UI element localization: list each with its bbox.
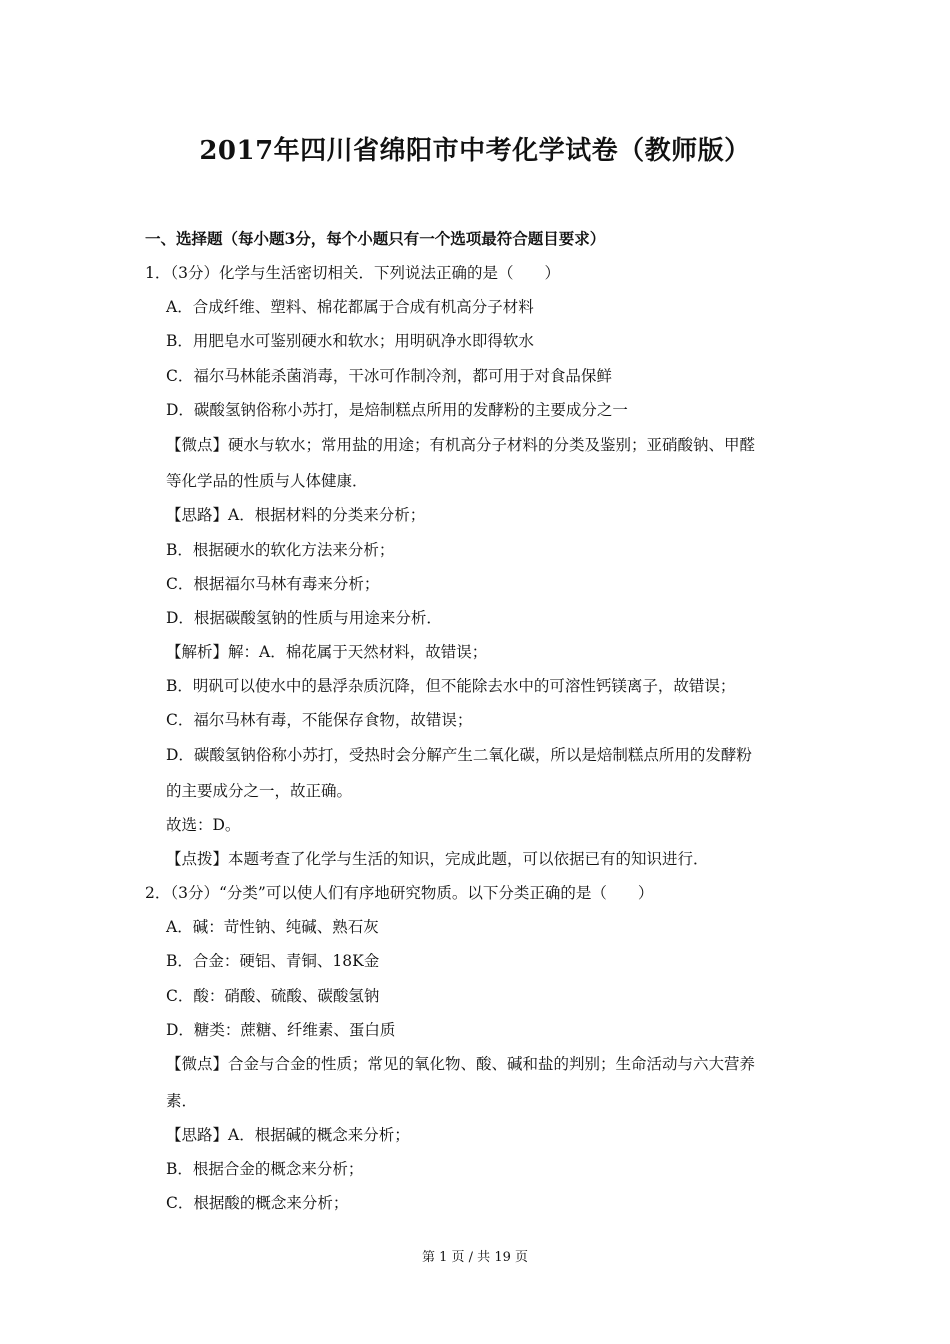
q1-point-line2: 等化学品的性质与人体健康． (166, 472, 368, 490)
q1-option-c: C．福尔马林能杀菌消毒，干冰可作制冷剂，都可用于对食品保鲜 (166, 367, 612, 385)
q1-tip: 【点拨】本题考查了化学与生活的知识，完成此题，可以依据已有的知识进行． (166, 850, 709, 868)
q1-option-a: A．合成纤维、塑料、棉花都属于合成有机高分子材料 (166, 298, 534, 316)
document-title: 2017年四川省绵阳市中考化学试卷（教师版） (199, 136, 751, 166)
page-footer: 第 1 页 / 共 19 页 (422, 1250, 528, 1265)
q2-point-line2: 素． (166, 1092, 198, 1110)
q2-idea-line2: B．根据合金的概念来分析； (166, 1160, 364, 1178)
section-heading: 一、选择题（每小题3分，每个小题只有一个选项最符合题目要求） (145, 229, 606, 248)
q1-idea-line2: B．根据硬水的软化方法来分析； (166, 541, 395, 559)
q1-analysis-line1: 【解析】解：A．棉花属于天然材料，故错误； (166, 643, 488, 661)
q1-idea-line3: C．根据福尔马林有毒来分析； (166, 575, 380, 593)
q2-option-b: B．合金：硬铝、青铜、18K金 (166, 952, 380, 970)
q2-stem: 2．（3分）“分类”可以使人们有序地研究物质。以下分类正确的是（ ） (145, 884, 654, 902)
q1-stem: 1．（3分）化学与生活密切相关．下列说法正确的是（ ） (145, 264, 560, 282)
q1-option-b: B．用肥皂水可鉴别硬水和软水；用明矾净水即得软水 (166, 332, 534, 350)
q2-option-c: C．酸：硝酸、硫酸、碳酸氢钠 (166, 987, 380, 1005)
q2-idea-line1: 【思路】A．根据碱的概念来分析； (166, 1126, 410, 1144)
q1-analysis-line5: 的主要成分之一，故正确。 (166, 782, 353, 800)
q1-idea-line1: 【思路】A．根据材料的分类来分析； (166, 506, 426, 524)
q1-analysis-line4: D．碳酸氢钠俗称小苏打，受热时会分解产生二氧化碳，所以是焙制糕点所用的发酵粉 (166, 746, 752, 764)
q1-point-line1: 【微点】硬水与软水；常用盐的用途；有机高分子材料的分类及鉴别；亚硝酸钠、甲醛 (166, 436, 756, 454)
q2-option-d: D．糖类：蔗糖、纤维素、蛋白质 (166, 1021, 396, 1039)
q2-point-line1: 【微点】合金与合金的性质；常见的氧化物、酸、碱和盐的判别；生命活动与六大营养 (166, 1055, 756, 1073)
q1-idea-line4: D．根据碳酸氢钠的性质与用途来分析． (166, 609, 442, 627)
q1-analysis-line3: C．福尔马林有毒，不能保存食物，故错误； (166, 711, 473, 729)
q2-idea-line3: C．根据酸的概念来分析； (166, 1194, 349, 1212)
q2-option-a: A．碱：苛性钠、纯碱、熟石灰 (166, 918, 379, 936)
q1-analysis-line2: B．明矾可以使水中的悬浮杂质沉降，但不能除去水中的可溶性钙镁离子，故错误； (166, 677, 736, 695)
q1-option-d: D．碳酸氢钠俗称小苏打，是焙制糕点所用的发酵粉的主要成分之一 (166, 401, 628, 419)
q1-answer: 故选：D。 (166, 816, 241, 834)
